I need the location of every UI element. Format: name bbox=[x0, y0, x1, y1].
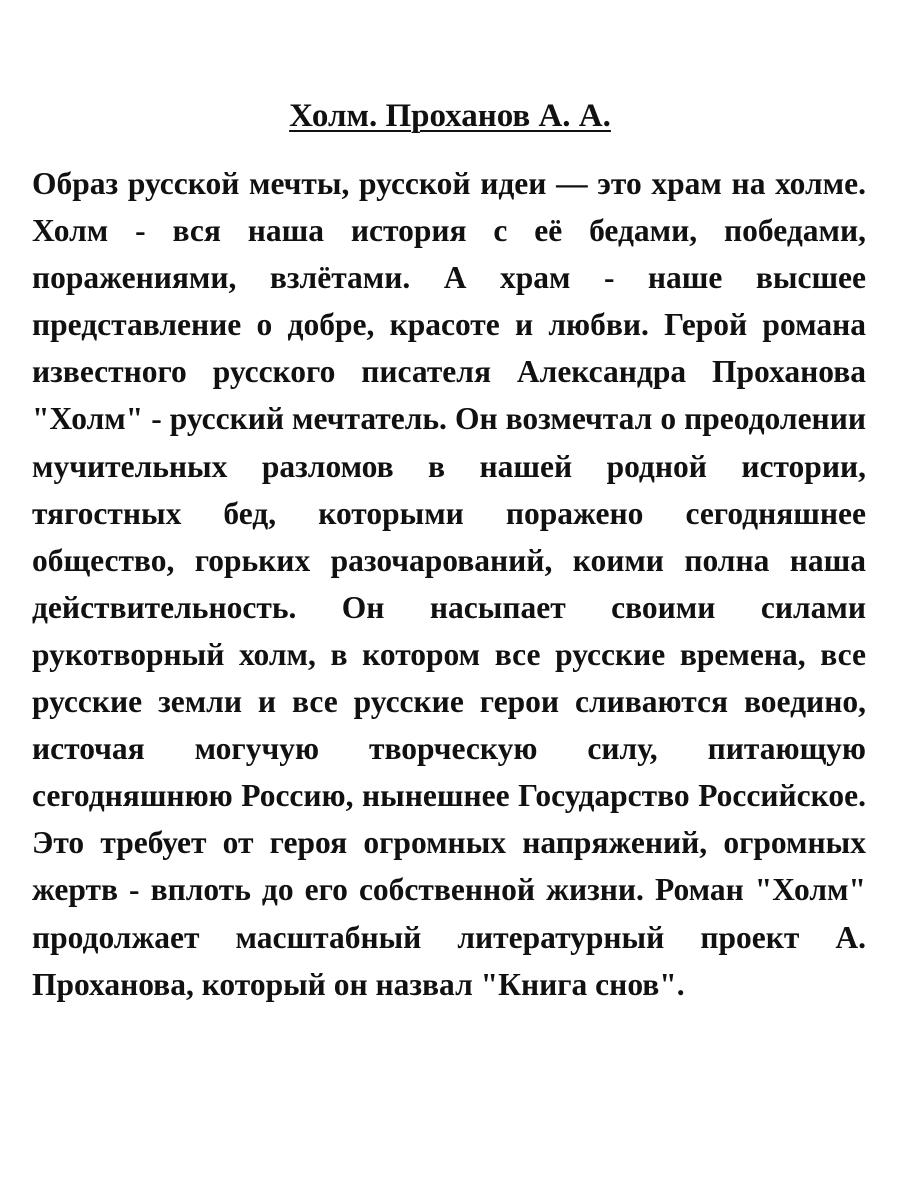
description-paragraph: Образ русской мечты, русской идеи — это храм на холме. Холм - вся наша история с её бедами, победами, поражениями, взлётами. А храм - наше высшее представление о добре, красоте и любви. Герой романа известного русского писателя Александра Проханова "Холм" - русский мечтатель. Он возмечтал о преодолении мучительных разломов в нашей родной истории, тягостных бед, которыми поражено сегодняшнее общество, горьких разочарований, коими полна наша действительность. Он насыпает своими силами рукотворный холм, в котором все русские времена, все русские земли и все русские герои сливаются воедино, источая могучую творческую силу, питающую сегодняшнюю Россию, нынешнее Государство Российское. Это требует от героя огромных напряжений, огромных жертв - вплоть до его собственной жизни. Роман "Холм" продолжает масштабный литературный проект А. Проханова, который он назвал "Книга снов". bbox=[32, 166, 866, 1002]
document-title: Холм. Проханов А. А. bbox=[289, 98, 611, 134]
